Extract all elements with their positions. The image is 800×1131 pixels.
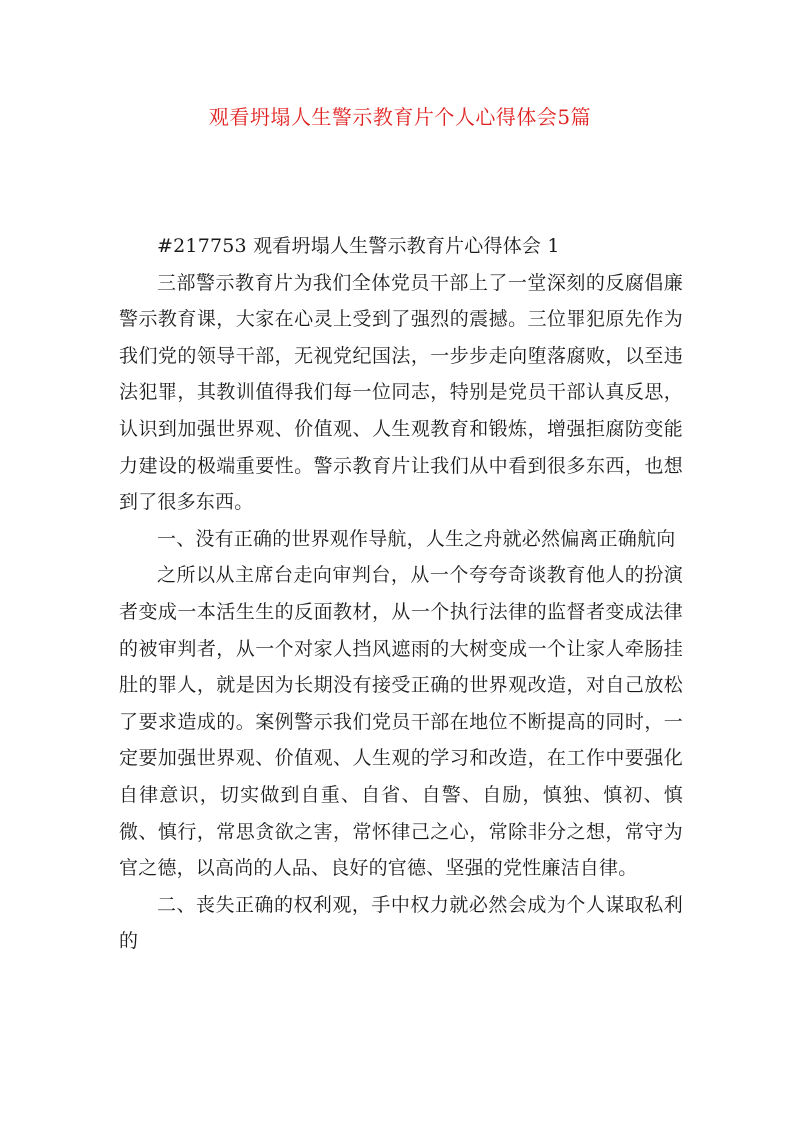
point-heading-1: 一、没有正确的世界观作导航，人生之舟就必然偏离正确航向 <box>157 527 676 550</box>
document-body <box>119 228 683 960</box>
document-title: 观看坍塌人生警示教育片个人心得体会5篇 <box>208 105 592 129</box>
point-heading-2: 二、丧失正确的权利观，手中权力就必然会成为个人谋取私利的 <box>119 893 683 953</box>
paragraph-point-1: 之所以从主席台走向审判台，从一个夸夸奇谈教育他人的扮演者变成一本活生生的反面教材，从一个执行法律的监督者变成法律的被审判者，从一个对家人挡风遮雨的大树变成一个让家人牵肠挂肚的罪人，就是因为长期没有接受正确的世界观改造，对自己放松了要求造成的。案例警示我们党员干部在地位不断提高的同时，一定要加强世界观、价值观、人生观的学习和改造，在工作中要强化自律意识，切实做到自重、自省、自警、自励，慎独、慎初、慎微、慎行，常思贪欲之害，常怀律己之心，常除非分之想，常守为官之德，以高尚的人品、良好的官德、坚强的党性廉洁自律。 <box>119 564 683 880</box>
paragraph-intro: 三部警示教育片为我们全体党员干部上了一堂深刻的反腐倡廉警示教育课，大家在心灵上受到了强烈的震撼。三位罪犯原先作为我们党的领导干部，无视党纪国法，一步步走向堕落腐败，以至违法犯罪，其教训值得我们每一位同志，特别是党员干部认真反思，认识到加强世界观、价值观、人生观教育和锻炼，增强拒腐防变能力建设的极端重要性。警示教育片让我们从中看到很多东西，也想到了很多东西。 <box>119 271 683 514</box>
section-heading-1: #217753 观看坍塌人生警示教育片心得体会 1 <box>157 235 560 257</box>
